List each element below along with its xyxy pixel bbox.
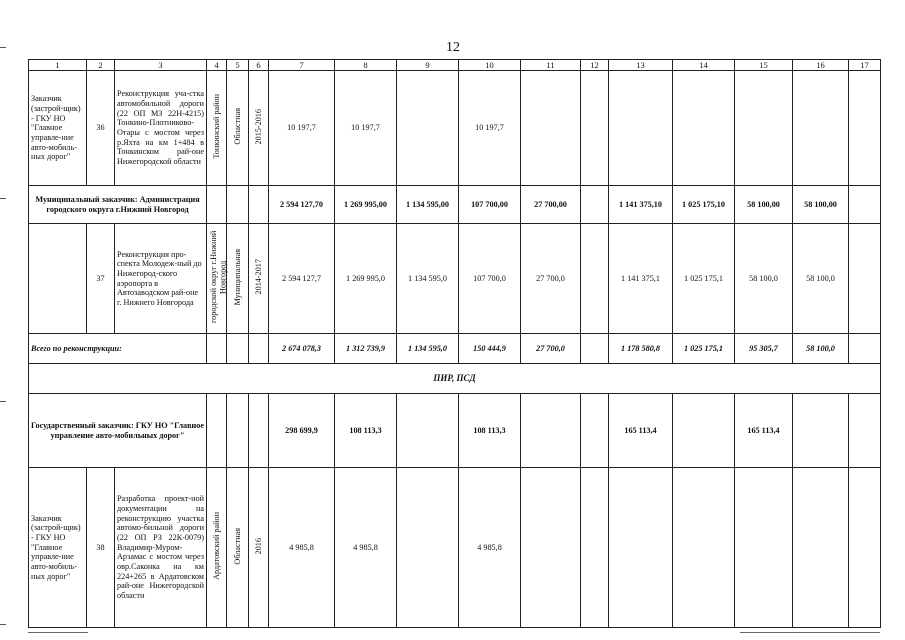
value-cell: 27 700,0	[521, 224, 581, 334]
value-cell: 150 444,9	[459, 334, 521, 364]
value-cell	[609, 71, 673, 186]
value-cell: 1 134 595,00	[397, 186, 459, 224]
column-number: 12	[581, 60, 609, 71]
total-label: Всего по реконструкции:	[29, 334, 207, 364]
value-cell: 1 312 739,9	[335, 334, 397, 364]
customer-cell: Заказчик (застрой-щик) - ГКУ НО "Главное управле-ние авто-мобиль-ных дорог"	[29, 468, 87, 628]
value-cell: 1 025 175,10	[673, 186, 735, 224]
value-cell	[735, 468, 793, 628]
value-cell: 4 985,8	[269, 468, 335, 628]
value-cell	[735, 71, 793, 186]
value-cell	[521, 71, 581, 186]
row-number: 36	[87, 71, 115, 186]
value-cell	[849, 468, 881, 628]
value-cell: 2 594 127,7	[269, 224, 335, 334]
column-number: 3	[115, 60, 207, 71]
value-cell: 58 100,00	[735, 186, 793, 224]
value-cell: 1 269 995,0	[335, 224, 397, 334]
value-cell	[793, 71, 849, 186]
value-cell: 1 141 375,1	[609, 224, 673, 334]
value-cell: 165 113,4	[609, 394, 673, 468]
value-cell: 1 025 175,1	[673, 224, 735, 334]
customer-cell: Заказчик (застрой-щик) - ГКУ НО "Главное управле-ние авто-мобиль-ных дорог"	[29, 71, 87, 186]
value-cell	[521, 394, 581, 468]
column-number: 1	[29, 60, 87, 71]
period-cell: 2015-2016	[253, 108, 263, 145]
value-cell	[581, 71, 609, 186]
value-cell	[581, 334, 609, 364]
value-cell: 107 700,0	[459, 224, 521, 334]
value-cell	[849, 186, 881, 224]
value-cell: 58 100,0	[793, 334, 849, 364]
value-cell	[849, 224, 881, 334]
value-cell	[581, 394, 609, 468]
column-number: 10	[459, 60, 521, 71]
customer-group-label: Государственный заказчик: ГКУ НО "Главное управление авто-мобильных дорог"	[29, 394, 207, 468]
total-row	[29, 334, 881, 364]
district-cell: городской округ г.Нижний Новгород	[209, 231, 228, 324]
period-cell: 2014-2017	[253, 259, 263, 295]
value-cell: 298 699,9	[269, 394, 335, 468]
value-cell: 1 269 995,00	[335, 186, 397, 224]
value-cell	[849, 394, 881, 468]
row-number: 38	[87, 468, 115, 628]
column-number: 9	[397, 60, 459, 71]
value-cell	[397, 468, 459, 628]
value-cell	[609, 468, 673, 628]
margin-mark	[0, 401, 6, 402]
value-cell: 58 100,0	[735, 224, 793, 334]
value-cell: 2 594 127,70	[269, 186, 335, 224]
column-number: 8	[335, 60, 397, 71]
table-row	[29, 71, 881, 186]
value-cell: 1 178 580,8	[609, 334, 673, 364]
value-cell	[673, 71, 735, 186]
column-number: 7	[269, 60, 335, 71]
value-cell	[673, 394, 735, 468]
value-cell	[397, 71, 459, 186]
district-cell: Тонкинский район	[211, 94, 221, 159]
column-number: 11	[521, 60, 581, 71]
level-cell: Областная	[232, 108, 242, 145]
value-cell: 58 100,0	[793, 224, 849, 334]
table-row	[29, 224, 881, 334]
value-cell	[793, 468, 849, 628]
column-number: 15	[735, 60, 793, 71]
program-table	[28, 59, 881, 628]
section-row	[29, 364, 881, 394]
column-number-row	[29, 60, 881, 71]
margin-mark	[0, 624, 6, 625]
value-cell: 58 100,00	[793, 186, 849, 224]
margin-mark	[0, 47, 6, 48]
table-row	[29, 186, 881, 224]
value-cell	[397, 394, 459, 468]
value-cell	[581, 224, 609, 334]
district-cell: Ардатовский район	[211, 512, 221, 581]
row-number: 37	[87, 224, 115, 334]
value-cell: 27 700,00	[521, 186, 581, 224]
table-row	[29, 468, 881, 628]
value-cell: 10 197,7	[459, 71, 521, 186]
value-cell	[849, 334, 881, 364]
value-cell: 165 113,4	[735, 394, 793, 468]
column-number: 14	[673, 60, 735, 71]
footer-rule	[28, 632, 88, 633]
value-cell: 108 113,3	[459, 394, 521, 468]
page-number: 12	[446, 40, 460, 55]
value-cell: 107 700,00	[459, 186, 521, 224]
value-cell: 108 113,3	[335, 394, 397, 468]
value-cell: 1 134 595,0	[397, 334, 459, 364]
margin-mark	[0, 198, 6, 199]
column-number: 2	[87, 60, 115, 71]
value-cell: 1 141 375,10	[609, 186, 673, 224]
value-cell	[581, 468, 609, 628]
object-name: Разработка проект-ной документации на реконструкцию участка автомо-бильной дороги (22 ОП РЗ 22К-0079) Владимир-Муром-Арзамас с мостом через овр.Саконка на км 224+265 в Ардатовском рай-оне Нижегородской области	[115, 468, 207, 628]
value-cell: 10 197,7	[335, 71, 397, 186]
level-cell: Областная	[232, 527, 242, 565]
period-cell: 2016	[253, 537, 263, 555]
column-number: 4	[207, 60, 227, 71]
level-cell: Муниципальная	[232, 248, 242, 306]
value-cell: 27 700,0	[521, 334, 581, 364]
value-cell: 2 674 078,3	[269, 334, 335, 364]
column-number: 17	[849, 60, 881, 71]
value-cell	[581, 186, 609, 224]
value-cell: 10 197,7	[269, 71, 335, 186]
value-cell	[673, 468, 735, 628]
customer-group-label: Муниципальный заказчик: Администрация городского округа г.Нижний Новгород	[29, 186, 207, 224]
column-number: 16	[793, 60, 849, 71]
value-cell: 4 985,8	[335, 468, 397, 628]
column-number: 5	[227, 60, 249, 71]
column-number: 6	[249, 60, 269, 71]
object-name: Реконструкция про-спекта Молодеж-ный до Нижегород-ского аэропорта в Автозаводском рай-оне г. Нижнего Новгорода	[115, 224, 207, 334]
table-row	[29, 394, 881, 468]
value-cell	[849, 71, 881, 186]
value-cell	[521, 468, 581, 628]
footer-rule	[740, 632, 880, 633]
column-number: 13	[609, 60, 673, 71]
value-cell: 1 134 595,0	[397, 224, 459, 334]
section-title: ПИР, ПСД	[29, 364, 881, 394]
value-cell	[793, 394, 849, 468]
value-cell: 4 985,8	[459, 468, 521, 628]
object-name: Реконструкция уча-стка автомобильной дороги (22 ОП МЗ 22Н-4215) Тонкино-Плотниково-Отары с мостом через р.Яхта на км 1+484 в Тонкинском рай-оне Нижегородской области	[115, 71, 207, 186]
value-cell: 95 305,7	[735, 334, 793, 364]
value-cell: 1 025 175,1	[673, 334, 735, 364]
